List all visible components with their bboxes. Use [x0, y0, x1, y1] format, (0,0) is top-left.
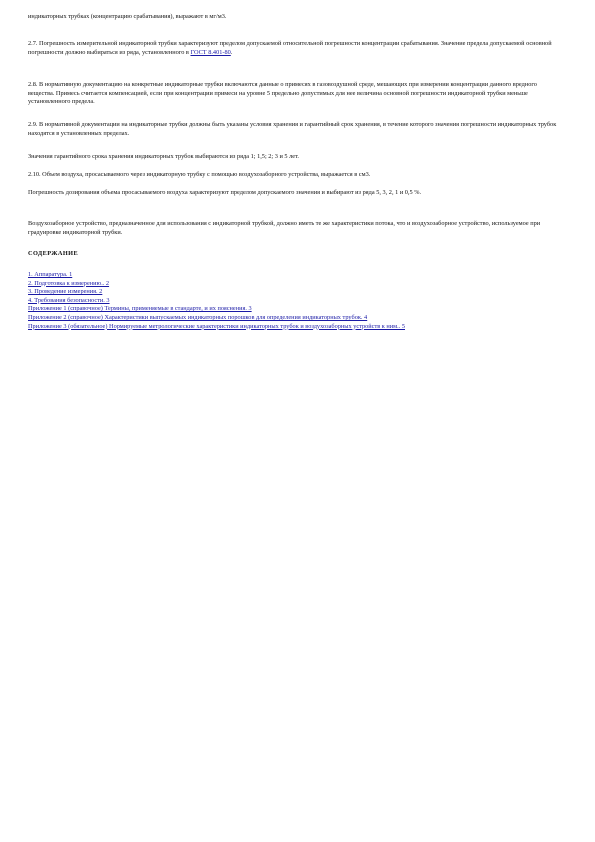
paragraph-2-7-end: . [230, 48, 233, 56]
toc-item-appendix-2[interactable]: Приложение 2 (справочное) Характеристики выпускаемых индикаторных порошков для определения индикаторных трубок. 4 [28, 313, 368, 321]
toc-item-appendix-3[interactable]: Приложение 3 (обязательное) Нормируемые метрологические характеристики индикаторных трубок и воздухозаборных устройств к ним.. 5 [28, 322, 405, 330]
toc-item-equipment[interactable]: 1. Аппаратура. 1 [28, 271, 73, 278]
paragraph-2-10-dosing: Погрешность дозирования объема просасываемого воздуха характеризуют пределом допускаемого значения и выбирают из ряда 5, 3, 2, 1 и 0,5 %. [28, 189, 422, 196]
table-of-contents [28, 271, 498, 331]
paragraph-units: индикаторных трубках (концентрацию срабатывания), выражают в мг/м3. [28, 13, 227, 20]
toc-title: СОДЕРЖАНИЕ [28, 250, 79, 257]
gost-link[interactable]: ГОСТ 8.401-80 [190, 48, 231, 56]
paragraph-2-9-shelf-life: Значения гарантийного срока хранения индикаторных трубок выбираются из ряда 1; 1,5; 2; 3 и 5 лет. [28, 153, 299, 160]
paragraph-2-10-air-intake: Воздухозаборное устройство, предназначенное для использования с индикаторной трубкой, должно иметь те же характеристики потока, что и воздухозаборное устройство, используемое при градуировке индикаторной трубки. [28, 220, 541, 236]
paragraph-2-7 [28, 40, 563, 57]
toc-item-preparation[interactable]: 2. Подготовка к измерению.. 2 [28, 279, 110, 287]
paragraph-2-7-text: 2.7. Погрешность измерительной индикаторной трубки характеризуют пределом допускаемой относительной погрешности концентрации срабатывания. Значение предела допускаемой основной погрешности должно выбираться из ряда, установленного в [28, 40, 552, 56]
toc-item-measurement[interactable]: 3. Проведение измерения. 2 [28, 288, 103, 296]
toc-item-safety[interactable]: 4. Требования безопасности. 3 [28, 296, 110, 304]
paragraph-2-10: 2.10. Объем воздуха, просасываемого через индикаторную трубку с помощью воздухозаборного устройства, выражается в см3. [28, 171, 371, 178]
paragraph-2-9: 2.9. В нормативной документации на индикаторные трубки должны быть указаны условия хранения и гарантийный срок хранения, в течение которого значения погрешности индикаторных трубок находятся в установленных пределах. [28, 121, 557, 137]
toc-item-appendix-1[interactable]: Приложение 1 (справочное) Термины, применяемые в стандарте, и их пояснения. 3 [28, 305, 252, 313]
paragraph-2-8: 2.8. В нормативную документацию на конкретные индикаторные трубки включаются данные о примесях в газовоздушной среде, мешающих при измерении концентрации данного вредного вещества. Примесь считается компенсацией, если при концентрации примеси на уровне 5 предельно допустимых для нее величина основной погрешности индикаторной трубки меньше установленного предела. [28, 81, 537, 106]
